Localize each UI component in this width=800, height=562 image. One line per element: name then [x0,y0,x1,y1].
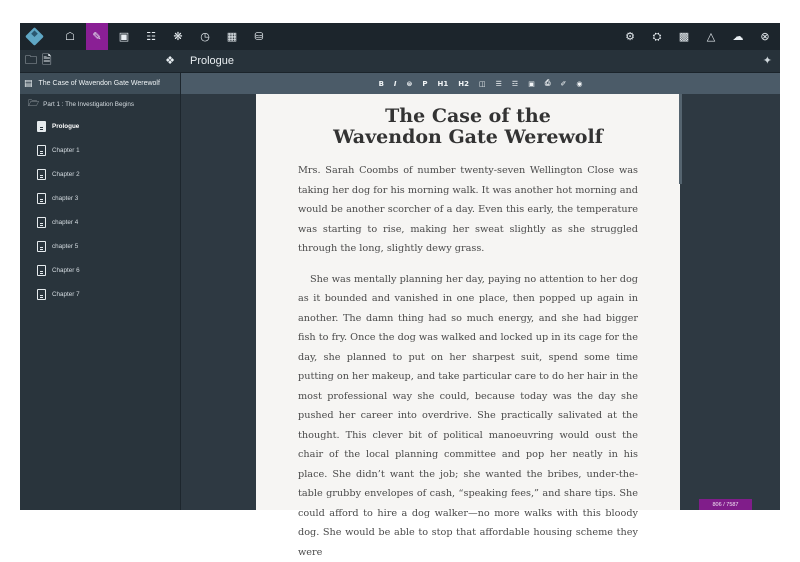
image-icon[interactable]: ▣ [528,80,535,88]
app-window [20,23,780,510]
outline-icon[interactable]: ☷ [140,23,162,50]
sidebar-item-label: Prologue [52,123,79,130]
sidebar-item-chapter-6[interactable] [20,258,180,282]
print-icon[interactable]: ⎙ [545,79,551,88]
close-icon[interactable]: ⊗ [754,23,776,50]
sidebar-toolbar [20,50,181,73]
project-item[interactable] [20,73,180,94]
word-count-badge: 806 / 7587 [699,499,752,510]
bullet-list-icon[interactable]: ☰ [496,80,502,88]
grid-icon[interactable]: ▦ [221,23,243,50]
sidebar-item-chapter-2[interactable] [20,162,180,186]
sidebar-item-label: Chapter 6 [52,267,80,274]
heading1-button[interactable]: H1 [438,80,449,88]
document-icon [37,289,46,300]
document-icon [37,145,46,156]
secondary-toolbar [20,50,780,73]
document-icon [37,265,46,276]
paint-brush-icon[interactable]: ✐ [560,80,566,88]
paragraph-2: She was mentally planning her day, paying no attention to her dog as it bounded and vanished in one place, then popped up again in another. The damn thing had so much energy, and she had bigger fish to fry. Once the dog was walked and locked up in its cage for the day, she planned to put on her sharpest suit, spend some time putting on her makeup, and take particular care to do her hair in the most professional way she could, because today was the day she pushed her career into overdrive. She practically salivated at the thought. This clever bit of political manoeuvring would oust the chair of the local planning committee and pop her neatly in his place. She didn’t want the job; she wanted the bribes, under-the-table grubby envelopes of cash, “speaking fees,” and share tips. She could afford to hire a dog walker—no more walks with this bloody dog. She would be able to stop that affordable housing scheme they were [298,270,638,562]
sidebar-item-label: Chapter 1 [52,147,80,154]
asterisk-icon[interactable]: ❋ [167,23,189,50]
timer-icon[interactable]: ◷ [194,23,216,50]
document-icon [37,121,46,132]
sidebar-item-label: chapter 5 [52,243,78,250]
document-icon [37,169,46,180]
heading2-button[interactable]: H2 [458,80,469,88]
scrollbar-thumb[interactable] [679,94,682,184]
plugins-icon[interactable]: ⚙ [619,23,641,50]
add-file-icon[interactable]: 🗎 [42,51,52,72]
sidebar-item-chapter-7[interactable] [20,282,180,306]
document-icon [37,241,46,252]
sidebar-item-label: chapter 4 [52,219,78,226]
document-page[interactable] [256,94,680,510]
pin-icon[interactable]: ❖ [165,54,175,67]
app-logo[interactable] [25,27,44,46]
write-icon[interactable]: ✎ [86,23,108,50]
save-icon[interactable]: ▩ [673,23,695,50]
sidebar-item-chapter-1[interactable] [20,138,180,162]
book-title-line-2: Wavendon Gate Werewolf [256,127,680,148]
sidebar-item-label: Chapter 2 [52,171,80,178]
book-title-line-1: The Case of the [256,106,680,127]
comment-icon[interactable]: ◫ [479,80,486,88]
part-folder[interactable] [20,94,180,114]
cloud-icon[interactable]: ☁ [727,23,749,50]
book-title [256,106,680,148]
numbered-list-icon[interactable]: ☲ [512,80,518,88]
preview-eye-icon[interactable]: ◉ [576,80,582,88]
document-icon [37,217,46,228]
add-folder-icon[interactable]: 🗀 [25,51,37,72]
paragraph-button[interactable]: P [422,80,427,88]
document-icon [37,193,46,204]
sidebar-item-chapter-4[interactable] [20,210,180,234]
sidebar-item-chapter-5[interactable] [20,234,180,258]
paragraph-1: Mrs. Sarah Coombs of number twenty-seven Wellington Close was taking her dog for his morning walk. It was another hot morning and would be another scorcher of a day. Even this early, the temperature was starting to rise, making her sweat slightly as she struggled through the long, slightly dewy grass. [298,161,638,259]
sidebar-item-prologue[interactable] [20,114,180,138]
card-icon[interactable]: ▣ [113,23,135,50]
settings-icon[interactable]: ⛭ [646,23,668,50]
sidebar-item-label: Chapter 7 [52,291,80,298]
folder-open-icon: 🗁 [28,96,39,112]
document-title: Prologue [190,55,234,67]
binder-sidebar [20,73,181,510]
book-icon: ▤ [24,79,33,89]
top-toolbar [20,23,780,50]
database-icon[interactable]: ⛁ [248,23,270,50]
strikethrough-icon[interactable]: ⊜ [407,80,413,88]
sidebar-item-label: chapter 3 [52,195,78,202]
drive-icon[interactable]: △ [700,23,722,50]
focus-mode-icon[interactable]: ✦ [763,54,772,67]
italic-button[interactable]: I [394,80,397,88]
project-title: The Case of Wavendon Gate Werewolf [39,80,160,87]
part-title: Part 1 : The Investigation Begins [43,101,134,108]
sidebar-item-chapter-3[interactable] [20,186,180,210]
home-icon[interactable]: ☖ [59,23,81,50]
format-toolbar [181,73,780,94]
bold-button[interactable]: B [379,80,384,88]
